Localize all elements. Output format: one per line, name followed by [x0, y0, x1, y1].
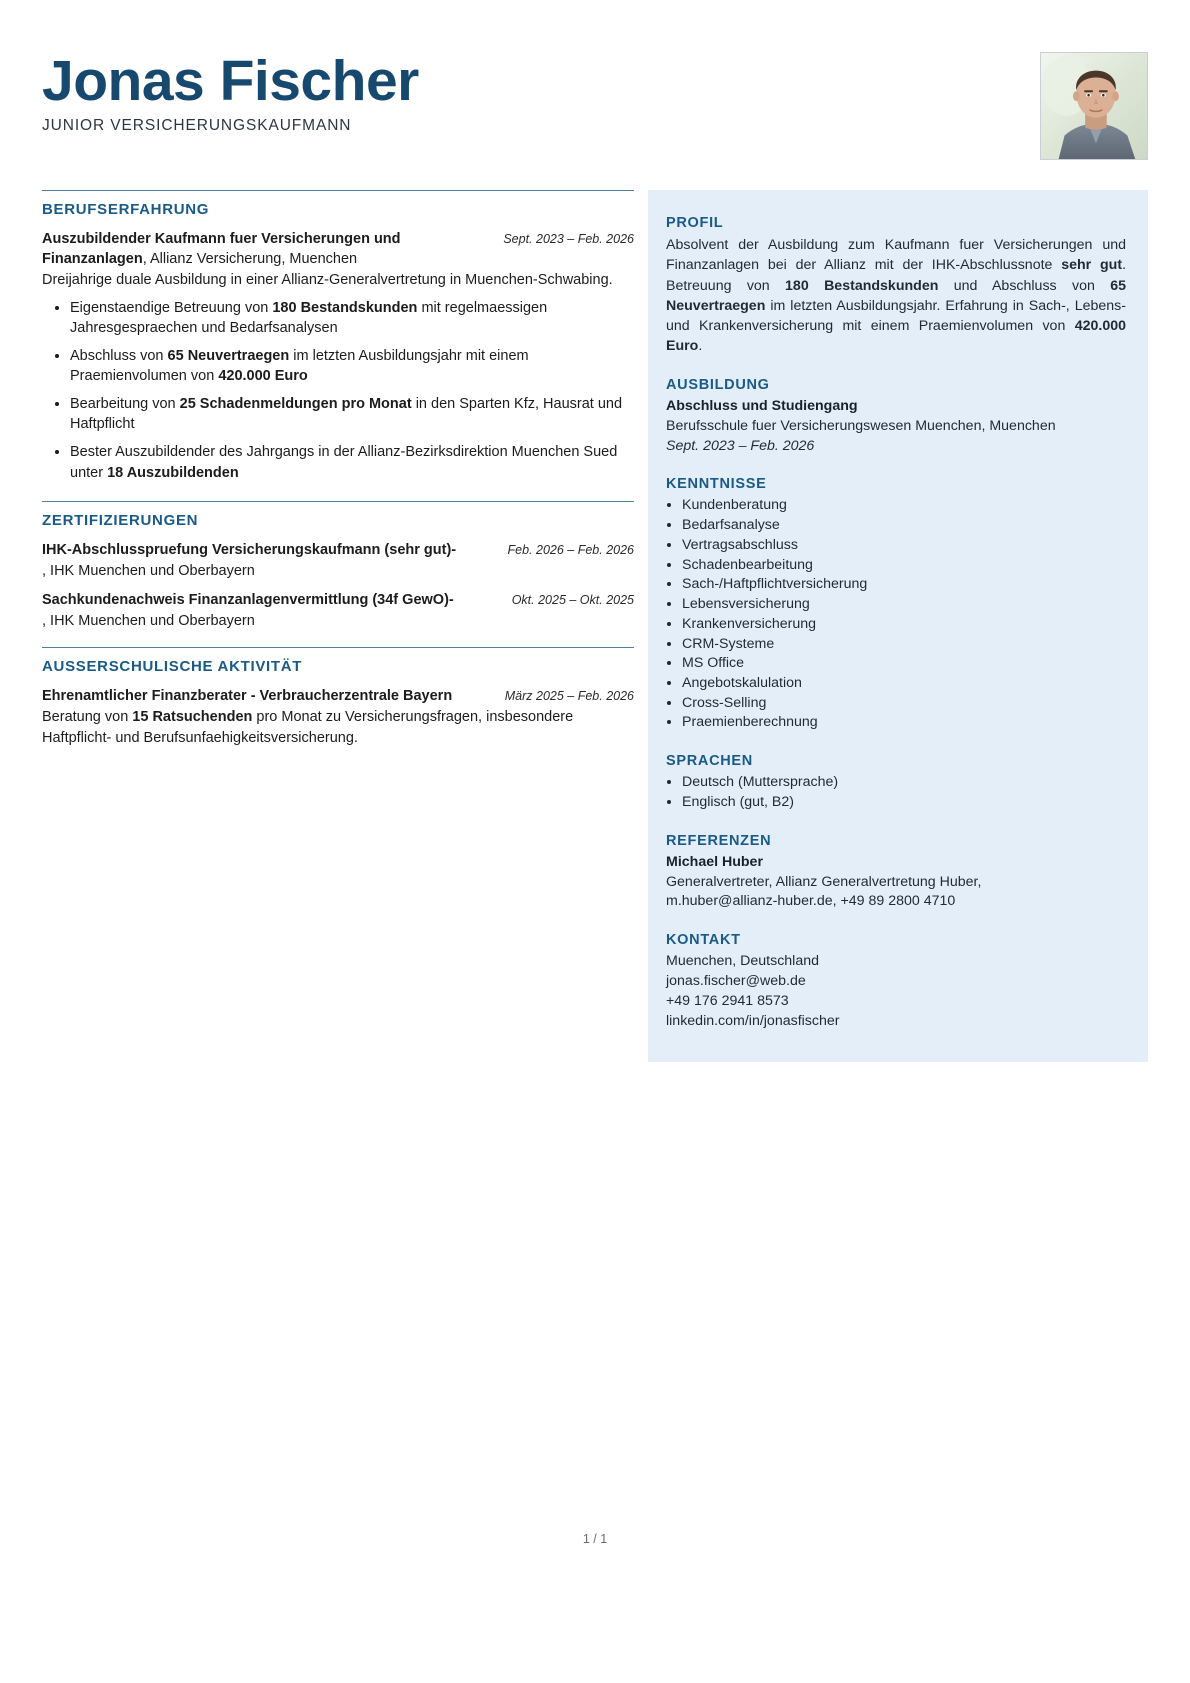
- section-experience: [42, 190, 634, 483]
- sidebar-section-languages: [666, 753, 1126, 812]
- profile-text-part: im letzten Ausbildungsjahr. Erfahrung in Sach-, Lebens- und Krankenversicherung mit einem Praemienvolumen von: [666, 297, 1126, 335]
- languages-list: [666, 773, 1126, 812]
- experience-job-title: Auszubildender Kaufmann fuer Versicherungen und Finanzanlagen: [42, 231, 401, 267]
- education-date: Sept. 2023 – Feb. 2026: [666, 437, 815, 454]
- extracurricular-entry-header: [42, 686, 634, 706]
- section-heading-extracurricular: AUSSERSCHULISCHE AKTIVITÄT: [42, 658, 303, 676]
- list-item: • MS Office: [682, 654, 1126, 674]
- extracurricular-role: Ehrenamtlicher Finanzberater - Verbraucherzentrale Bayern: [42, 688, 453, 705]
- bullet-text-strong: 65 Neuvertraegen: [167, 347, 290, 364]
- extracurricular-date: März 2025 – Feb. 2026: [504, 689, 634, 704]
- list-item: • Praemienberechnung: [682, 713, 1126, 733]
- list-item: • Cross-Selling: [682, 694, 1126, 714]
- contact-linkedin[interactable]: linkedin.com/in/jonasfischer: [666, 1012, 840, 1029]
- extracurricular-title: [42, 686, 505, 706]
- profile-text-part: und Abschluss von: [938, 277, 1111, 294]
- section-divider: [42, 501, 634, 502]
- sidebar-heading-contact: KONTAKT: [666, 932, 741, 949]
- sidebar-section-education: [666, 377, 1126, 457]
- desc-post: pro Monat zu Versicherungsfragen, insbesondere Haftpflicht- und Berufsunfaehigkeitsversicherung.: [42, 709, 574, 746]
- main-column: [42, 190, 634, 762]
- sidebar-section-skills: [666, 476, 1126, 733]
- portrait-photo: [1040, 52, 1148, 160]
- profile-text-strong: 65 Neuvertraegen: [666, 277, 1126, 314]
- sidebar-heading-languages: SPRACHEN: [666, 753, 753, 770]
- section-heading-experience: BERUFSERFAHRUNG: [42, 201, 210, 218]
- experience-entry-title: [42, 229, 503, 269]
- section-certifications: [42, 501, 634, 631]
- education-school: Berufsschule fuer Versicherungswesen Muenchen, Muenchen: [666, 417, 1056, 434]
- experience-bullet-list: [42, 298, 634, 484]
- bullet-text-strong: 180 Bestandskunden: [272, 299, 418, 316]
- bullet-text-strong2: 420.000 Euro: [218, 368, 308, 385]
- page-title: Jonas Fischer: [42, 49, 419, 113]
- list-item: • Krankenversicherung: [682, 615, 1126, 635]
- experience-entry: [42, 229, 634, 483]
- bullet-text-post: in den Sparten Kfz, Hausrat und Haftpflicht: [70, 395, 623, 433]
- list-item: • Englisch (gut, B2): [682, 793, 1126, 813]
- sidebar-heading-references: REFERENZEN: [666, 832, 772, 849]
- bullet-text-pre: Eigenstaendige Betreuung von: [70, 299, 273, 316]
- portrait-photo-graphic: [1041, 53, 1147, 159]
- experience-entry-description: Dreijahrige duale Ausbildung in einer Allianz-Generalvertretung in Muenchen-Schwabing.: [42, 272, 613, 288]
- section-divider: [42, 647, 634, 648]
- contact-email[interactable]: jonas.fischer@web.de: [666, 973, 806, 990]
- bullet-text-pre: Bearbeitung von: [70, 395, 180, 412]
- profile-text-strong: sehr gut: [1061, 257, 1123, 274]
- sidebar-heading-education: AUSBILDUNG: [666, 376, 770, 393]
- profile-text: [666, 235, 1126, 357]
- list-item: • Angebotskalulation: [682, 674, 1126, 694]
- section-divider: [42, 190, 634, 191]
- profile-text-strong: 420.000 Euro: [666, 318, 1126, 355]
- profile-text-part: . Betreuung von: [666, 257, 1127, 294]
- extracurricular-entry: [42, 686, 634, 748]
- section-heading-certifications: ZERTIFIZIERUNGEN: [42, 512, 199, 530]
- bullet-text-post: mit regelmaessigen Jahresgespraechen und Bedarfsanalysen: [70, 299, 548, 337]
- bullet-text-pre: Bester Auszubildender des Jahrgangs in der Allianz-Bezirksdirektion Muenchen Sued unter: [70, 444, 618, 481]
- certification-entry-header: [42, 590, 634, 610]
- list-item: [70, 346, 634, 387]
- education-degree: Abschluss und Studiengang: [666, 397, 858, 414]
- reference-role: Generalvertreter, Allianz Generalvertretung Huber,: [666, 873, 982, 890]
- certification-title: [42, 540, 508, 560]
- sidebar-section-references: [666, 833, 1126, 913]
- certification-entry: [42, 540, 634, 582]
- list-item: • Schadenbearbeitung: [682, 556, 1126, 576]
- certification-date: Okt. 2025 – Okt. 2025: [511, 592, 634, 607]
- list-item: • Kundenberatung: [682, 496, 1126, 516]
- list-item: • Lebensversicherung: [682, 595, 1126, 615]
- sidebar-heading-profile: PROFIL: [666, 215, 724, 231]
- list-item: • CRM-Systeme: [682, 635, 1126, 655]
- sidebar-heading-skills: KENNTNISSE: [666, 476, 767, 493]
- job-title: JUNIOR VERSICHERUNGSKAUFMANN: [42, 116, 352, 134]
- page-indicator: 1 / 1: [582, 1532, 608, 1546]
- profile-text-strong: 180 Bestandskunden: [785, 277, 939, 294]
- certification-entry: [42, 590, 634, 632]
- sidebar-section-profile: [666, 215, 1126, 357]
- bullet-text-strong: 18 Auszubildenden: [107, 464, 239, 481]
- skills-list: [666, 496, 1126, 733]
- profile-text-part: Absolvent der Ausbildung zum Kaufmann fuer Versicherungen und Finanzanlagen bei der Allianz mit der IHK-Abschlussnote: [666, 237, 1126, 274]
- bullet-text-post: im letzten Ausbildungsjahr mit einem Praemienvolumen von: [70, 347, 529, 385]
- certification-issuer: , IHK Muenchen und Oberbayern: [42, 612, 255, 629]
- certification-issuer: , IHK Muenchen und Oberbayern: [42, 563, 255, 580]
- desc-pre: Beratung von: [42, 709, 133, 726]
- reference-contact: m.huber@allianz-huber.de, +49 89 2800 4710: [666, 893, 956, 910]
- list-item: [70, 298, 634, 339]
- certification-title: [42, 590, 512, 610]
- profile-text-part: .: [698, 338, 703, 355]
- desc-strong: 15 Ratsuchenden: [132, 709, 253, 726]
- bullet-text-strong: 25 Schadenmeldungen pro Monat: [179, 395, 412, 412]
- list-item: • Sach-/Haftpflichtversicherung: [682, 575, 1126, 595]
- experience-entry-date: Sept. 2023 – Feb. 2026: [503, 232, 634, 246]
- list-item: • Deutsch (Muttersprache): [682, 773, 1126, 793]
- list-item: [70, 394, 634, 435]
- bullet-text-pre: Abschluss von: [70, 347, 168, 364]
- extracurricular-description: [42, 707, 634, 748]
- contact-location: Muenchen, Deutschland: [666, 953, 820, 970]
- sidebar-section-contact: [666, 932, 1126, 1032]
- certification-name: Sachkundenachweis Finanzanlagenvermittlung (34f GewO)-: [42, 591, 454, 608]
- reference-name: Michael Huber: [666, 853, 763, 870]
- experience-entry-header: [42, 229, 634, 269]
- certification-entry-header: [42, 540, 634, 560]
- certification-name: IHK-Abschlusspruefung Versicherungskaufmann (sehr gut)-: [42, 542, 457, 559]
- list-item: [70, 442, 634, 483]
- contact-phone[interactable]: +49 176 2941 8573: [666, 993, 789, 1010]
- certification-date: Feb. 2026 – Feb. 2026: [507, 543, 634, 558]
- list-item: • Vertragsabschluss: [682, 536, 1126, 556]
- experience-company: , Allianz Versicherung, Muenchen: [142, 251, 358, 267]
- list-item: • Bedarfsanalyse: [682, 516, 1126, 536]
- sidebar: [648, 190, 1148, 1062]
- section-extracurricular: [42, 647, 634, 748]
- resume-header: [42, 49, 1148, 167]
